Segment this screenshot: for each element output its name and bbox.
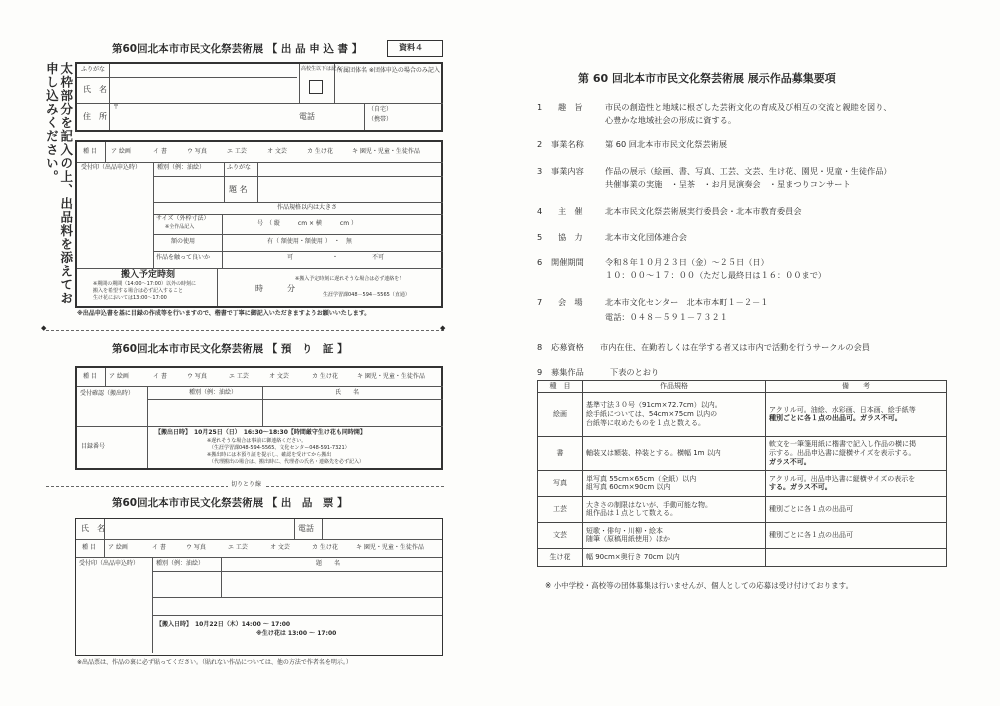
diamond-mark-left: ◆ xyxy=(41,324,47,332)
item-text: 北本市文化センター 北本市本町１－２－１ xyxy=(605,297,769,307)
diamond-mark-right: ◆ xyxy=(440,324,446,332)
category-photo: ウ 写真 xyxy=(187,148,207,155)
row-spec: 軸装又は額装、枠装とする。横幅 1m 以内 xyxy=(583,436,766,470)
item-text: 共催事業の実施 ・呈茶 ・お月見演奏会 ・星まつりコンサート xyxy=(605,179,851,189)
category-literature: オ 文芸 xyxy=(270,544,290,551)
item-label: 開催期間 xyxy=(551,257,584,267)
item-number: 5 xyxy=(537,232,543,242)
header-note: 備 考 xyxy=(766,381,947,393)
category-painting: ア 絵画 xyxy=(111,148,131,155)
row-note: アクリル可。出品申込書に縦横サイズの表示を する。ガラス不可。 xyxy=(766,470,947,496)
name-label: 氏 名 xyxy=(335,389,360,396)
reception-label: 受付印（出品申込時） xyxy=(79,560,140,567)
doc-label: 資料４ xyxy=(399,43,423,52)
phone-label: 電話 xyxy=(299,112,315,121)
category-painting: ア 絵画 xyxy=(109,373,129,380)
cut-line-label: 切りとり線 xyxy=(228,482,264,489)
size-label: サイズ（外枠寸法） xyxy=(156,215,210,222)
address-label: 住 所 xyxy=(83,112,107,121)
item-text: 市民の創造性と地域に根ざした芸術文化の育成及び相互の交流と親睦を図り、 xyxy=(605,102,892,112)
works-spec-table xyxy=(537,380,947,567)
item-number: 9 xyxy=(537,367,543,377)
table-row xyxy=(538,496,947,522)
item-label: 協 力 xyxy=(558,232,583,242)
type-label: 種別（例：油絵） xyxy=(156,560,205,567)
pickup-note1: ※遅れそうな場合は事前に御連絡ください。 xyxy=(207,438,307,444)
category-calligraphy: イ 書 xyxy=(153,148,167,155)
item-text: 令和８年１０月２３日（金）〜２５日（日） xyxy=(605,257,769,267)
delivery-datetime: 【搬入日時】 10月22日（木）14:00 〜 17:00 xyxy=(156,621,291,628)
delivery-ikebana: ※生け花は 13:00 〜 17:00 xyxy=(256,630,337,637)
item-text: １０：００〜１７：００（ただし最終日は１６：００まで） xyxy=(605,270,827,280)
item-text: 心豊かな地域社会の形成に資する。 xyxy=(605,115,737,125)
row-category: 工芸 xyxy=(538,496,583,522)
doc-label-box xyxy=(387,40,443,57)
header-spec: 作品規格 xyxy=(583,381,766,393)
item-text: 市内在住、在勤若しくは在学する者又は市内で活動を行うサークルの会員 xyxy=(600,342,870,352)
category-literature: オ 文芸 xyxy=(267,148,287,155)
item-text: 下表のとおり xyxy=(610,367,660,377)
item-text: 北本市民文化祭芸術展実行委員会・北本市教育委員会 xyxy=(605,206,802,216)
reception-label: 受付印（出品申込時） xyxy=(81,164,142,171)
type-label: 種別（例：油絵） xyxy=(189,389,238,396)
form1-title: 第60回北本市市民文化祭芸術展 【 出 品 申 込 書 】 xyxy=(112,43,363,55)
item-number: 1 xyxy=(537,102,543,112)
touch-separator: ・ xyxy=(332,254,339,261)
table-row xyxy=(538,522,947,548)
dashed-separator-1 xyxy=(46,330,444,331)
row-spec: 幅 90cm×奥行き 70cm 以内 xyxy=(583,548,766,566)
item-label: 募集作品 xyxy=(551,367,584,377)
name-label: 氏 名 xyxy=(81,524,105,533)
name-label: 氏 名 xyxy=(83,85,107,94)
size-value: 号 （ 縦 cm × 横 cm ） xyxy=(257,220,357,227)
item-label: 会 場 xyxy=(558,297,583,307)
exhibit-tag-table xyxy=(75,518,443,656)
category-photo: ウ 写真 xyxy=(186,544,206,551)
item-number: 8 xyxy=(537,342,543,352)
row-category: 文芸 xyxy=(538,522,583,548)
item-label: 事業名称 xyxy=(551,139,584,149)
phone-mobile: （携帯） xyxy=(368,116,393,123)
category-label: 種 目 xyxy=(82,544,96,551)
table-row xyxy=(538,470,947,496)
table-row xyxy=(538,548,947,566)
work-title-label: 題 名 xyxy=(229,185,248,194)
vertical-instruction: 太枠部分を記入の上、出品料を添えてお申し込みください。 xyxy=(44,62,74,305)
category-ikebana: カ 生け花 xyxy=(312,544,338,551)
category-children: キ 園児・児童・生徒作品 xyxy=(352,148,420,155)
row-category: 生け花 xyxy=(538,548,583,566)
category-craft: エ 工芸 xyxy=(228,544,248,551)
table-row xyxy=(538,436,947,470)
touch-label: 作品を触って良いか xyxy=(156,254,211,261)
size-sub: ※全作品記入 xyxy=(165,224,195,230)
form1-footer: ※出品申込書を基に目録の作成等を行いますので、楷書で丁寧に御記入いただきますようお願いいたします。 xyxy=(77,310,371,317)
type-label: 種別（例：油絵） xyxy=(157,164,206,171)
form3-title: 第60回北本市市民文化祭芸術展 【 出 品 票 】 xyxy=(112,497,348,509)
category-craft: エ 工芸 xyxy=(229,373,249,380)
row-category: 書 xyxy=(538,436,583,470)
item-number: 3 xyxy=(537,166,543,176)
row-spec: 大きさの制限はないが、手動可能な物。 組作品は１点として数える。 xyxy=(583,496,766,522)
row-note: 種別ごとに各１点の出品可 xyxy=(766,522,947,548)
pickup-note3: ※搬出時には本預り証を提示し、確認を受けてから搬出 xyxy=(207,452,332,458)
delivery-title: 搬入予定時刻 xyxy=(121,270,176,280)
pickup-title: 【搬出日時】 10月25日（日） 16:30〜18:30【時間厳守生け花も同時開】 xyxy=(155,429,366,436)
reception-confirm: 受付確認（搬出時） xyxy=(80,390,135,397)
catalog-number: 目録番号 xyxy=(81,443,106,450)
delivery-note1: ※期間の期間（14:00〜17:00）以外の時刻に xyxy=(93,281,197,287)
row-note xyxy=(766,548,947,566)
form2-title: 第60回北本市市民文化祭芸術展 【 預 り 証 】 xyxy=(112,343,348,355)
row-category: 絵画 xyxy=(538,392,583,436)
pickup-note4: （代理搬出の場合は、搬出時に、代理者の氏名・連絡先を必ず記入） xyxy=(209,459,365,465)
row-spec: 基準寸法３０号（91cm×72.7cm）以内。 絵手紙については、54cm×75cm 以内の 台紙等に収めたものを１点と数える。 xyxy=(583,392,766,436)
category-craft: エ 工芸 xyxy=(227,148,247,155)
work-info-table xyxy=(75,140,443,308)
row-note: 種別ごとに各１点の出品可 xyxy=(766,496,947,522)
phone-label: 電話 xyxy=(298,524,314,533)
affiliation-label: 所属団体名 ※団体申込の場合のみ記入 xyxy=(337,67,440,74)
title-label: 題 名 xyxy=(316,560,341,567)
delivery-note4: ※搬入予定時刻に遅れそうな場合は必ず連絡を！ xyxy=(295,276,405,282)
item-text: 電話：０４８－５９１－７３２１ xyxy=(605,312,728,322)
size-note: 作品規格以内は大きさ xyxy=(277,204,338,211)
category-calligraphy: イ 書 xyxy=(153,373,167,380)
item-number: 7 xyxy=(537,297,543,307)
receipt-table xyxy=(75,366,443,470)
category-calligraphy: イ 書 xyxy=(152,544,166,551)
furigana-label: ふりがな xyxy=(81,66,106,73)
delivery-time-value: 時 分 xyxy=(255,284,295,293)
form3-footer: ※出品票は、作品の裏に必ず貼ってください。（貼れない作品については、他の方法で作者名を明示。） xyxy=(77,659,352,666)
row-spec: 短歌・俳句・川柳・絵本 随筆（原稿用紙使用）ほか xyxy=(583,522,766,548)
pickup-note2: （生涯学習課048-594-5565、文化センター048-591-7321） xyxy=(209,445,350,451)
check-note: 高校生以下は記入 xyxy=(301,66,342,72)
table-row xyxy=(538,392,947,436)
category-label: 種 目 xyxy=(83,373,97,380)
item-text: 作品の展示（絵画、書、写真、工芸、文芸、生け花、園児・児童・生徒作品） xyxy=(605,166,892,176)
category-ikebana: カ 生け花 xyxy=(312,373,338,380)
row-note: 軟文を一筆箋用紙に楷書で記入し作品の横に掲 示する。出品申込書に縦横サイズを表示する。 ガラス不可。 xyxy=(766,436,947,470)
item-label: 事業内容 xyxy=(551,166,584,176)
header-category: 種 目 xyxy=(538,381,583,393)
row-spec: 単写真 55cm×65cm（全紙）以内 組写真 60cm×90cm 以内 xyxy=(583,470,766,496)
applicant-info-table xyxy=(75,62,443,132)
item-text: 第 60 回北本市市民文化祭芸術展 xyxy=(605,139,728,149)
item-label: 主 催 xyxy=(558,206,583,216)
phone-home: （自宅） xyxy=(368,106,393,113)
category-children: キ 園児・児童・生徒作品 xyxy=(357,373,425,380)
category-ikebana: カ 生け花 xyxy=(307,148,333,155)
delivery-phone: 生涯学習課048－594－5565（直通） xyxy=(323,292,410,298)
footnote: ※ 小中学校・高校等の団体募集は行いませんが、個人としての応募は受け付けております。 xyxy=(545,581,854,590)
student-checkbox[interactable] xyxy=(309,80,323,94)
frame-label: 額の使用 xyxy=(171,238,196,245)
item-number: 6 xyxy=(537,257,543,267)
category-literature: オ 文芸 xyxy=(269,373,289,380)
item-text: 北本市文化団体連合会 xyxy=(605,232,687,242)
delivery-note3: 生け花においては13:00〜17:00 xyxy=(93,295,167,301)
frame-value: 有（ 額使用・額使用 ） ・ 無 xyxy=(267,238,352,245)
touch-no[interactable]: 不可 xyxy=(372,254,385,261)
row-category: 写真 xyxy=(538,470,583,496)
row-note: アクリル可。油絵、水彩画、日本画、絵手紙等 種別ごとに各１点の出品可。ガラス不可。 xyxy=(766,392,947,436)
item-number: 4 xyxy=(537,206,543,216)
touch-yes[interactable]: 可 xyxy=(287,254,294,261)
postal-mark: 〒 xyxy=(113,104,120,111)
item-label: 応募資格 xyxy=(551,342,584,352)
category-label: 種 目 xyxy=(83,148,97,155)
delivery-note2: 搬入を希望する場合は必ず記入すること xyxy=(93,288,184,294)
guideline-title: 第 60 回北本市市民文化祭芸術展 展示作品募集要項 xyxy=(578,72,836,85)
category-children: キ 園児・児童・生徒作品 xyxy=(356,544,424,551)
category-photo: ウ 写真 xyxy=(187,373,207,380)
item-label: 趣 旨 xyxy=(558,102,583,112)
furigana2-label: ふりがな xyxy=(227,164,252,171)
item-number: 2 xyxy=(537,139,543,149)
category-painting: ア 絵画 xyxy=(108,544,128,551)
